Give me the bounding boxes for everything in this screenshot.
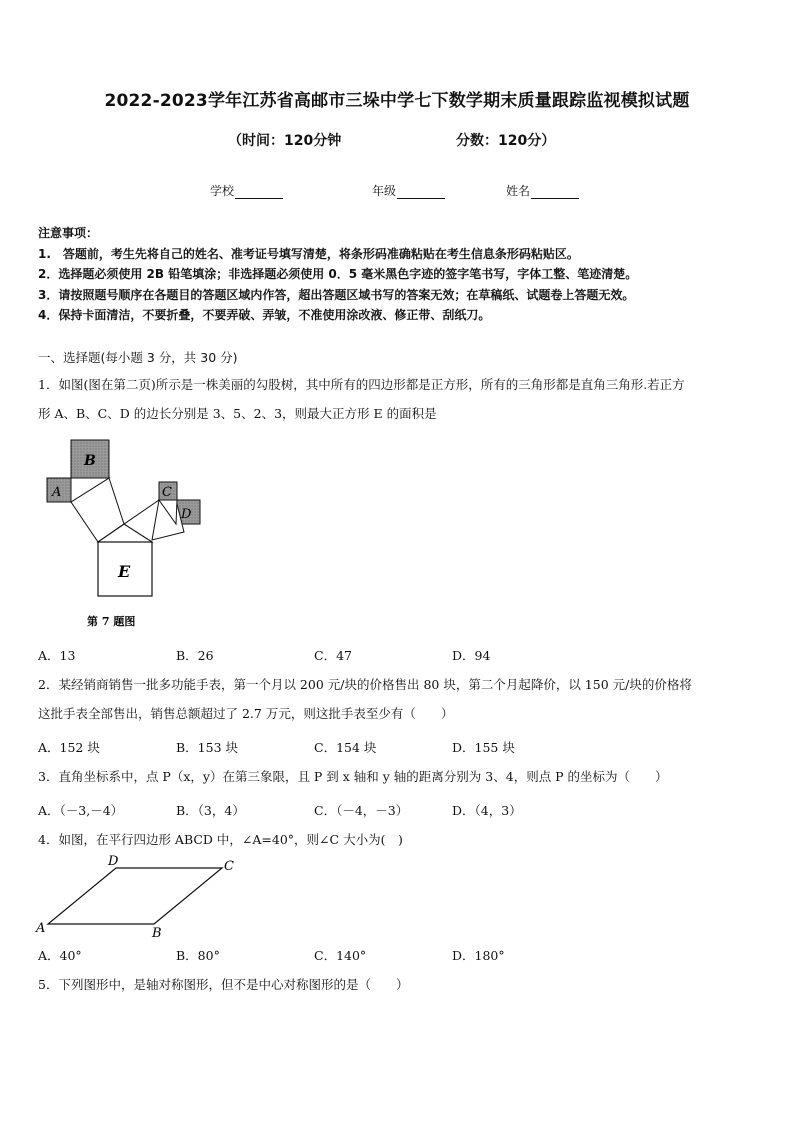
q1-option-d[interactable]: D．94: [452, 648, 491, 663]
q2-option-b[interactable]: B．153 块: [176, 740, 239, 755]
name-field[interactable]: [506, 182, 579, 199]
note-item: 1. 答题前，考生先将自己的姓名、准考证号填写清楚，将条形码准确粘贴在考生信息条形码粘贴区。: [38, 246, 579, 261]
question-5-text: [38, 970, 760, 999]
q3-option-d[interactable]: D．（4，3）: [452, 803, 522, 818]
q1-option-a[interactable]: A．13: [38, 648, 76, 663]
page-title: 2022-2023学年江苏省高邮市三垛中学七下数学期末质量跟踪监视模拟试题: [104, 91, 690, 111]
question-3-text: [38, 762, 760, 791]
q2-option-d[interactable]: D．155 块: [452, 740, 515, 755]
exam-score: 分数：120分）: [456, 133, 556, 149]
q4-option-c[interactable]: C．140°: [314, 948, 367, 963]
q3-option-b[interactable]: B．（3，4）: [176, 803, 245, 818]
q1-option-b[interactable]: B．26: [176, 648, 214, 663]
school-label: 学校: [210, 184, 235, 198]
question-1-text: [38, 370, 760, 428]
label-c: C: [162, 485, 172, 500]
question-4-text: [38, 825, 760, 854]
question-4-line1: 4．如图，在平行四边形 ABCD 中，∠A=40°，则∠C 大小为( ): [38, 832, 403, 847]
section-heading: 一、选择题(每小题 3 分，共 30 分): [38, 350, 238, 365]
pythagorean-tree-figure: [44, 436, 212, 632]
q3-option-c[interactable]: C．（－4，－3）: [314, 803, 409, 818]
q1-option-c[interactable]: C．47: [314, 648, 352, 663]
parallelogram-figure: [32, 854, 252, 938]
grade-field[interactable]: [372, 182, 445, 199]
exam-time: （时间：120分钟: [228, 133, 342, 149]
school-field[interactable]: [210, 182, 283, 199]
q4-option-d[interactable]: D．180°: [452, 948, 505, 963]
q2-option-c[interactable]: C．154 块: [314, 740, 377, 755]
figure-caption: 第 7 题图: [87, 615, 136, 628]
note-item: 3．请按照题号顺序在各题目的答题区域内作答，超出答题区域书写的答案无效；在草稿纸、试题卷上答题无效。: [38, 287, 635, 302]
name-blank[interactable]: [531, 186, 579, 199]
parallelogram-abcd: [48, 868, 222, 924]
q4-option-a[interactable]: A．40°: [38, 948, 82, 963]
question-1-line1: 1．如图(图在第二页)所示是一株美丽的勾股树，其中所有的四边形都是正方形，所有的三角形都是直角三角形.若正方: [38, 377, 685, 392]
q3-option-a[interactable]: A．（－3,－4）: [38, 803, 124, 818]
question-1-line2: 形 A、B、C、D 的边长分别是 3、5、2、3，则最大正方形 E 的面积是: [38, 406, 437, 421]
question-5-line1: 5．下列图形中，是轴对称图形，但不是中心对称图形的是（ ）: [38, 977, 409, 992]
label-b: B: [152, 926, 162, 938]
label-e: E: [118, 562, 131, 581]
label-d: D: [181, 507, 192, 522]
label-c: C: [224, 859, 234, 874]
grade-blank[interactable]: [397, 186, 445, 199]
question-2-text: [38, 670, 760, 728]
question-3-line1: 3．直角坐标系中，点 P（x，y）在第三象限，且 P 到 x 轴和 y 轴的距离分别为 3、4，则点 P 的坐标为（ ）: [38, 769, 668, 784]
label-d: D: [108, 854, 119, 869]
label-a: A: [52, 485, 62, 500]
label-a: A: [36, 921, 46, 936]
q2-option-a[interactable]: A．152 块: [38, 740, 100, 755]
question-2-line1: 2．某经销商销售一批多功能手表，第一个月以 200 元/块的价格售出 80 块，第二个月起降价，以 150 元/块的价格将: [38, 677, 692, 692]
notes-block: [38, 223, 637, 326]
note-item: 4．保持卡面清洁，不要折叠，不要弄破、弄皱，不准使用涂改液、修正带、刮纸刀。: [38, 308, 491, 322]
question-2-line2: 这批手表全部售出，销售总额超过了 2.7 万元，则这批手表至少有（ ）: [38, 706, 454, 721]
school-blank[interactable]: [235, 186, 283, 199]
label-b: B: [84, 453, 96, 469]
grade-label: 年级: [372, 184, 397, 198]
notes-heading: 注意事项：: [38, 226, 99, 240]
q4-option-b[interactable]: B．80°: [176, 948, 220, 963]
name-label: 姓名: [506, 184, 531, 198]
note-item: 2．选择题必须使用 2B 铅笔填涂；非选择题必须使用 0．5 毫米黑色字迹的签字笔书写，字体工整、笔迹清楚。: [38, 267, 638, 281]
